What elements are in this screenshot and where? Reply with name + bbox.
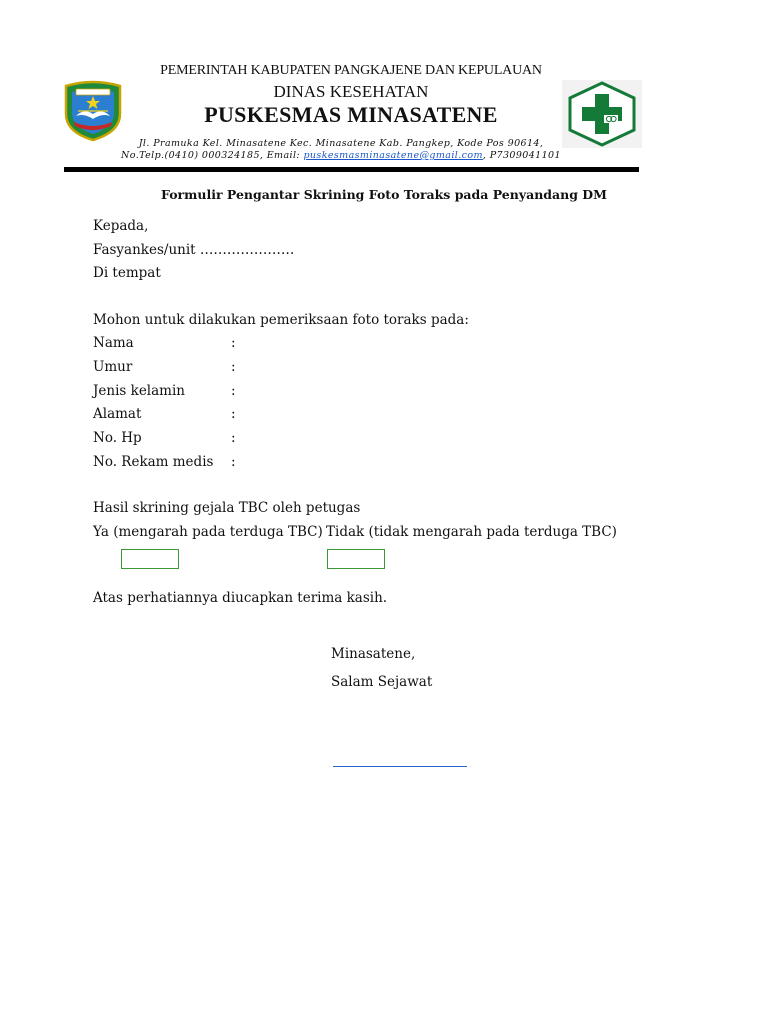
field-colon: : — [231, 359, 236, 375]
header-department-name: DINAS KESEHATAN — [273, 82, 429, 101]
header-contact — [0, 150, 682, 161]
header-puskesmas-name: PUSKESMAS MINASATENE — [204, 102, 498, 127]
field-colon: : — [231, 335, 236, 351]
option-yes-label: Ya (mengarah pada terduga TBC) — [93, 524, 323, 540]
header-code: , P7309041101 — [482, 150, 561, 161]
field-label-address: Alamat — [93, 406, 142, 422]
field-label-age: Umur — [93, 359, 133, 375]
option-no-checkbox[interactable] — [327, 549, 385, 569]
field-colon: : — [231, 406, 236, 422]
form-title: Formulir Pengantar Skrining Foto Toraks pada Penyandang DM — [161, 187, 607, 202]
header-phone: No.Telp.(0410) 000324185, Email: — [121, 150, 304, 161]
closing-text: Atas perhatiannya diucapkan terima kasih. — [93, 590, 388, 606]
field-colon: : — [231, 383, 236, 399]
field-label-medical-record: No. Rekam medis — [93, 454, 214, 470]
option-no-label: Tidak (tidak mengarah pada terduga TBC) — [326, 524, 617, 540]
header-divider — [64, 167, 639, 172]
header-government-name: PEMERINTAH KABUPATEN PANGKAJENE DAN KEPULAUAN — [160, 63, 542, 78]
option-yes-checkbox[interactable] — [121, 549, 179, 569]
header-email-link[interactable]: puskesmasminasatene@gmail.com — [303, 150, 483, 161]
header-address: Jl. Pramuka Kel. Minasatene Kec. Minasatene Kab. Pangkep, Kode Pos 90614, — [138, 138, 544, 149]
screening-title: Hasil skrining gejala TBC oleh petugas — [93, 500, 361, 516]
field-colon: : — [231, 430, 236, 446]
signature-greeting: Salam Sejawat — [331, 674, 433, 690]
signature-line — [333, 766, 467, 767]
request-text: Mohon untuk dilakukan pemeriksaan foto toraks pada: — [93, 312, 469, 328]
recipient-facility: Fasyankes/unit ………………… — [93, 242, 295, 258]
field-colon: : — [231, 454, 236, 470]
field-label-name: Nama — [93, 335, 134, 351]
field-label-phone: No. Hp — [93, 430, 142, 446]
field-label-gender: Jenis kelamin — [93, 383, 185, 399]
recipient-place: Di tempat — [93, 265, 161, 281]
signature-place: Minasatene, — [331, 646, 416, 662]
recipient-greeting: Kepada, — [93, 218, 149, 234]
